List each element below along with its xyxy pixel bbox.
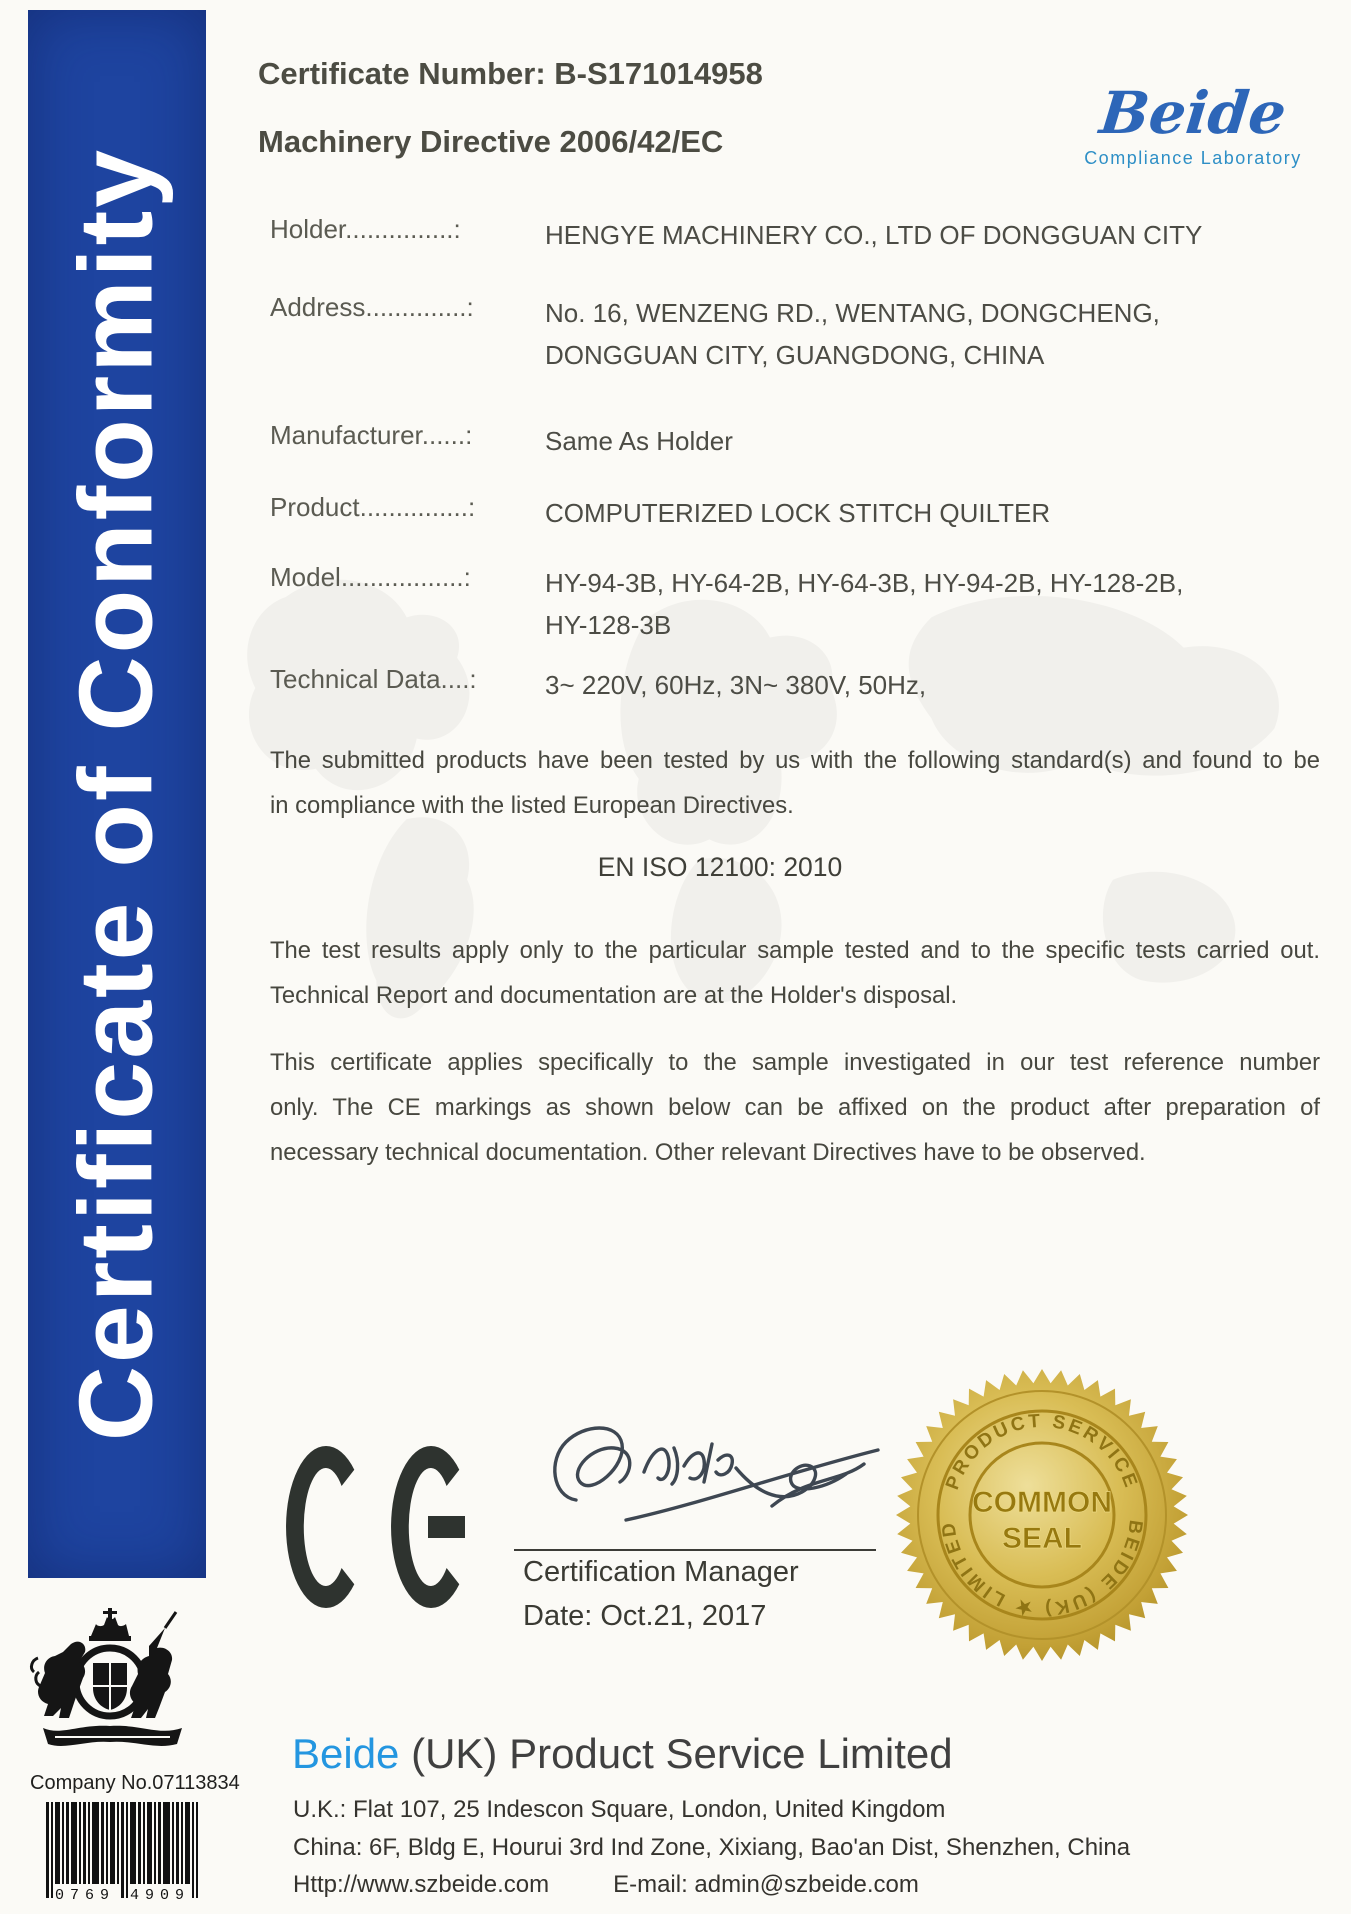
footer-email: E-mail: admin@szbeide.com (613, 1871, 919, 1898)
address-line-2: DONGGUAN CITY, GUANGDONG, CHINA (545, 340, 1045, 370)
product-label: Product...............: (270, 492, 476, 522)
model-line-2: HY-128-3B (545, 610, 672, 640)
holder-label: Holder...............: (270, 214, 461, 244)
seal-center-line-1: COMMON (972, 1486, 1112, 1519)
banner-vertical-title: Certificate of Conformity (58, 146, 175, 1442)
signature-date: Date: Oct.21, 2017 (523, 1600, 767, 1632)
test-results-line-2: Technical Report and documentation are at the Holder's disposal. (270, 982, 958, 1009)
company-number: Company No.07113834 (30, 1772, 240, 1794)
scope-line-2: only. The CE markings as shown below can be affixed on the product after preparation of (270, 1094, 1320, 1121)
footer-company-title (292, 1730, 953, 1778)
signature-rule (514, 1549, 876, 1551)
footer-address-china: China: 6F, Bldg E, Hourui 3rd Ind Zone, Xixiang, Bao'an Dist, Shenzhen, China (293, 1834, 1131, 1861)
scope-line-1: This certificate applies specifically to the sample investigated in our test reference number (270, 1049, 1320, 1076)
test-results-line-1: The test results apply only to the particular sample tested and to the specific tests carried out. (270, 937, 1320, 964)
certificate-side-banner (28, 10, 206, 1578)
certificate-scope-paragraph (270, 1040, 1320, 1175)
address-value (545, 292, 1330, 376)
gold-common-seal-icon (895, 1368, 1189, 1662)
standards-paragraph (270, 738, 1320, 828)
technical-data-label: Technical Data....: (270, 664, 477, 694)
model-value (545, 562, 1330, 646)
address-line-1: No. 16, WENZENG RD., WENTANG, DONGCHENG, (545, 298, 1160, 328)
uk-royal-coat-of-arms-icon (25, 1606, 200, 1760)
certificate-number-line: Certificate Number: B-S171014958 (258, 56, 763, 91)
manufacturer-label: Manufacturer......: (270, 420, 473, 450)
holder-value: HENGYE MACHINERY CO., LTD OF DONGGUAN CITY (545, 220, 1203, 250)
barcode-digits-left: 0769 (54, 1887, 116, 1902)
footer-brand: Beide (292, 1730, 400, 1777)
address-label: Address..............: (270, 292, 474, 322)
beide-logo-wordmark: Beide (1096, 79, 1290, 147)
seal-ring-text-top: PRODUCT SERVICE (942, 1410, 1142, 1493)
beide-logo (1078, 79, 1308, 169)
seal-ring-text-bottom: BEIDE (UK) ★ LIMITED (937, 1518, 1147, 1620)
directive-line: Machinery Directive 2006/42/EC (258, 124, 724, 159)
standard-reference: EN ISO 12100: 2010 (597, 852, 843, 882)
signatory-role: Certification Manager (523, 1556, 799, 1588)
standards-paragraph-line-1: The submitted products have been tested by us with the following standard(s) and found to be (270, 747, 1320, 774)
scope-line-3: necessary technical documentation. Other relevant Directives have to be observed. (270, 1139, 1146, 1166)
product-value: COMPUTERIZED LOCK STITCH QUILTER (545, 498, 1051, 528)
footer-contact-line (293, 1871, 919, 1899)
model-label: Model.................: (270, 562, 471, 592)
beide-logo-subtitle: Compliance Laboratory (1084, 148, 1302, 168)
manufacturer-value: Same As Holder (545, 426, 733, 456)
seal-center-line-2: SEAL (1001, 1522, 1083, 1555)
barcode-bars (46, 1802, 198, 1898)
test-results-paragraph (270, 928, 1320, 1018)
barcode-icon (46, 1802, 198, 1902)
handwritten-signature-icon (540, 1408, 885, 1546)
footer-address-uk: U.K.: Flat 107, 25 Indescon Square, London, United Kingdom (293, 1796, 946, 1823)
barcode-digits-right: 4909 (129, 1887, 191, 1902)
technical-data-value: 3~ 220V, 60Hz, 3N~ 380V, 50Hz, (545, 670, 927, 700)
standards-paragraph-line-2: in compliance with the listed European Directives. (270, 792, 794, 819)
ce-marking-icon (286, 1446, 466, 1608)
footer-brand-rest: (UK) Product Service Limited (399, 1730, 953, 1777)
model-line-1: HY-94-3B, HY-64-2B, HY-64-3B, HY-94-2B, HY-128-2B, (545, 568, 1184, 598)
footer-website: Http://www.szbeide.com (293, 1871, 550, 1898)
